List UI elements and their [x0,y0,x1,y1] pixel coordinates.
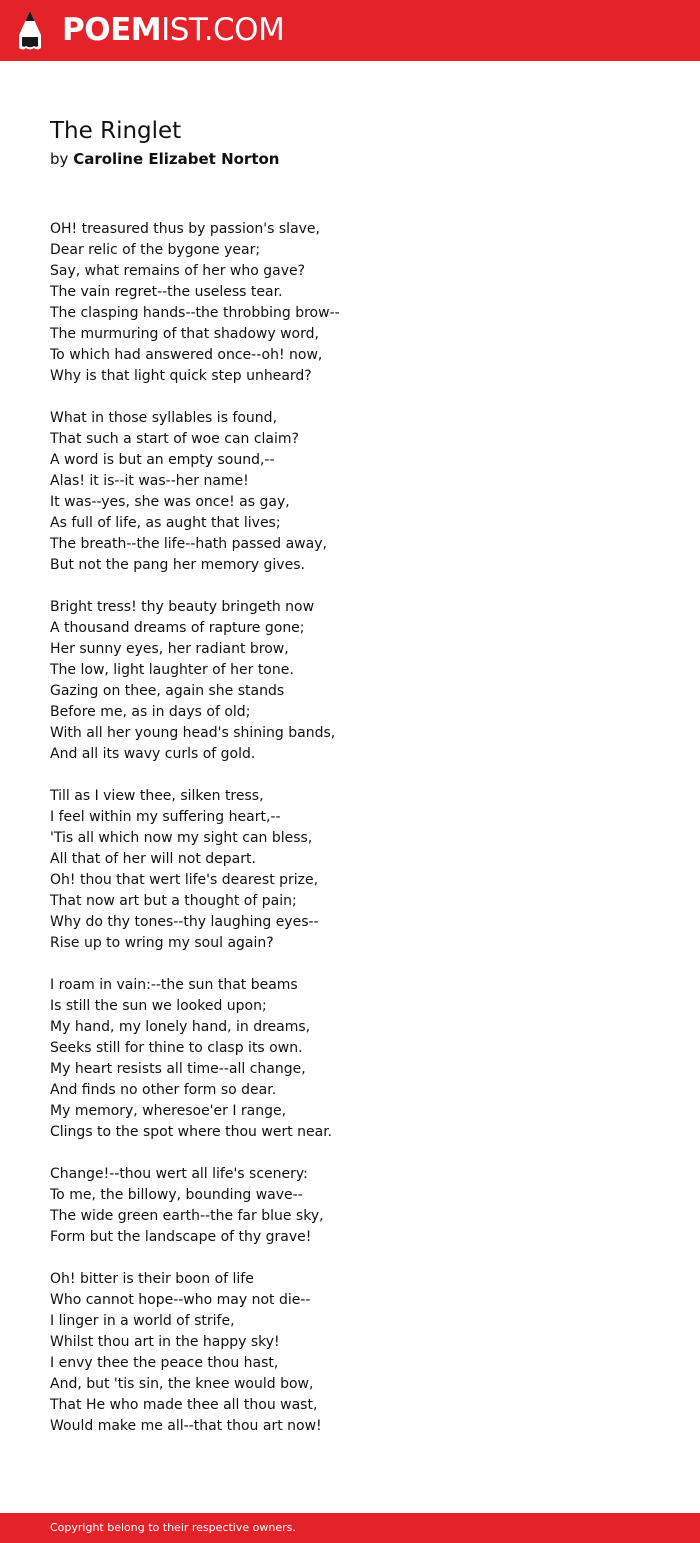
poem-line: OH! treasured thus by passion's slave, [50,221,320,237]
stanza [50,408,650,576]
poem-line: The clasping hands--the throbbing brow-- [50,305,340,321]
poem-line: Her sunny eyes, her radiant brow, [50,641,289,657]
stanza [50,219,650,387]
poem-line: And finds no other form so dear. [50,1082,277,1098]
poem-line: I roam in vain:--the sun that beams [50,977,298,993]
stanza [50,1164,650,1248]
poem-line: What in those syllables is found, [50,410,278,426]
poem-body [50,219,650,1458]
copyright-text: Copyright belong to their respective owners. [50,1521,296,1534]
poem-line: Oh! bitter is their boon of life [50,1271,254,1287]
poem-line: My heart resists all time--all change, [50,1061,306,1077]
poem-line: Rise up to wring my soul again? [50,935,274,951]
poem-line: I linger in a world of strife, [50,1313,235,1329]
stanza [50,975,650,1143]
poem-line: That He who made thee all thou wast, [50,1397,318,1413]
poem-line: The murmuring of that shadowy word, [50,326,319,342]
poem-line: A thousand dreams of rapture gone; [50,620,305,636]
poem-line: The wide green earth--the far blue sky, [50,1208,324,1224]
poem-line: The low, light laughter of her tone. [50,662,294,678]
poem-line: Would make me all--that thou art now! [50,1418,322,1434]
poem-line: 'Tis all which now my sight can bless, [50,830,313,846]
stanza [50,786,650,954]
poem-line: The vain regret--the useless tear. [50,284,283,300]
poem-line: With all her young head's shining bands, [50,725,336,741]
site-logo[interactable] [62,12,284,48]
poem-title: The Ringlet [50,118,182,144]
author-name: Caroline Elizabet Norton [73,150,280,168]
poem-line: Bright tress! thy beauty bringeth now [50,599,315,615]
logo-bold-text: POEM [62,12,162,48]
poem-line: Till as I view thee, silken tress, [50,788,264,804]
poem-line: Say, what remains of her who gave? [50,263,306,279]
poem-line: A word is but an empty sound,-- [50,452,275,468]
poem-line: Gazing on thee, again she stands [50,683,285,699]
poem-line: To which had answered once--oh! now, [50,347,323,363]
by-label: by [50,150,69,168]
poem-line: That now art but a thought of pain; [50,893,297,909]
poem-line: Alas! it is--it was--her name! [50,473,249,489]
poem-line: Seeks still for thine to clasp its own. [50,1040,303,1056]
poem-line: My memory, wheresoe'er I range, [50,1103,287,1119]
poem-line: Why is that light quick step unheard? [50,368,312,384]
site-footer [0,1513,700,1543]
poem-line: But not the pang her memory gives. [50,557,305,573]
poem-line: Oh! thou that wert life's dearest prize, [50,872,319,888]
poem-line: The breath--the life--hath passed away, [50,536,327,552]
stanza [50,1269,650,1437]
poem-line: Clings to the spot where thou wert near. [50,1124,333,1140]
poem-line: And all its wavy curls of gold. [50,746,256,762]
poem-line: Dear relic of the bygone year; [50,242,261,258]
poem-line: Whilst thou art in the happy sky! [50,1334,280,1350]
site-header [0,0,700,61]
poem-line: And, but 'tis sin, the knee would bow, [50,1376,314,1392]
poem-line: Why do thy tones--thy laughing eyes-- [50,914,319,930]
logo-light-text: IST.COM [161,12,285,48]
poem-line: Before me, as in days of old; [50,704,251,720]
poem-line: Change!--thou wert all life's scenery: [50,1166,308,1182]
pencil-icon[interactable] [17,10,43,51]
poem-line: Form but the landscape of thy grave! [50,1229,312,1245]
poem-line: I feel within my suffering heart,-- [50,809,281,825]
poem-line: That such a start of woe can claim? [50,431,299,447]
poem-line: Who cannot hope--who may not die-- [50,1292,311,1308]
poem-line: Is still the sun we looked upon; [50,998,267,1014]
poem-line: I envy thee the peace thou hast, [50,1355,279,1371]
poem-line: My hand, my lonely hand, in dreams, [50,1019,311,1035]
poem-line: All that of her will not depart. [50,851,256,867]
byline [50,148,279,170]
poem-line: To me, the billowy, bounding wave-- [50,1187,303,1203]
stanza [50,597,650,765]
poem-line: As full of life, as aught that lives; [50,515,281,531]
poem-line: It was--yes, she was once! as gay, [50,494,290,510]
